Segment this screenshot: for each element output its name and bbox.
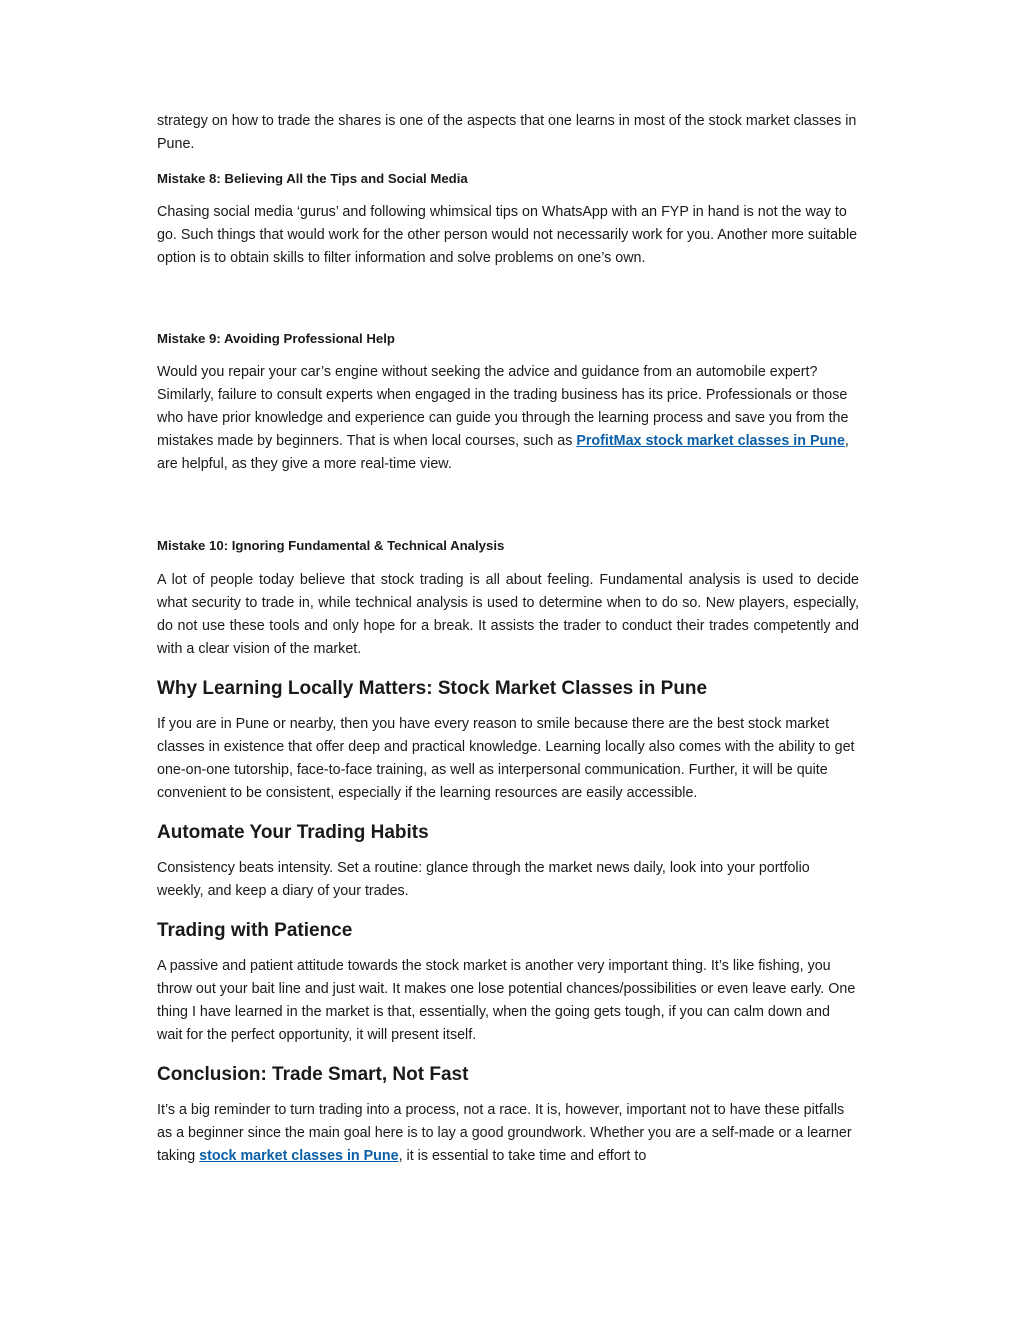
automate-heading: Automate Your Trading Habits (157, 822, 429, 843)
mistake-9-text-after: , are helpful, as they give a more real-time view. (157, 433, 849, 472)
patience-paragraph: A passive and patient attitude towards the stock market is another very important thing. It’s like fishing, you throw out your bait line and just wait. It makes one lose potential chances/possibilities or even leave early. One thing I have learned in the market is that, essentially, when the going gets tough, if you can calm down and wait for the perfect opportunity, it will present itself. (157, 958, 856, 1043)
conclusion-heading: Conclusion: Trade Smart, Not Fast (157, 1064, 469, 1085)
mistake-8-paragraph: Chasing social media ‘gurus’ and following whimsical tips on WhatsApp with an FYP in hand is not the way to go. Such things that would work for the other person would not necessarily work for you. Another more suitable option is to obtain skills to filter information and solve problems on one’s own. (157, 204, 858, 266)
mistake-10-heading: Mistake 10: Ignoring Fundamental & Technical Analysis (157, 538, 505, 553)
stock-market-classes-link[interactable]: stock market classes in Pune (199, 1148, 399, 1164)
mistake-9-text-before: Would you repair your car’s engine without seeking the advice and guidance from an automobile expert? Similarly, failure to consult experts when engaged in the trading business has its price. Professionals or those who have prior knowledge and experience can guide you through the learning process and save you from the mistakes made by beginners. That is when local courses, such as (157, 364, 849, 449)
mistake-9-paragraph (157, 361, 859, 476)
why-local-paragraph: If you are in Pune or nearby, then you have every reason to smile because there are the best stock market classes in existence that offer deep and practical knowledge. Learning locally also comes with the ability to get one-on-one tutorship, face-to-face training, as well as interpersonal communication. Further, it will be quite convenient to be consistent, especially if the learning resources are easily accessible. (157, 716, 855, 801)
mistake-10-paragraph: A lot of people today believe that stock trading is all about feeling. Fundamental analysis is used to decide what security to trade in, while technical analysis is used to determine when to do so. New players, especially, do not use these tools and only hope for a break. It assists the trader to conduct their trades competently and with a clear vision of the market. (157, 572, 859, 657)
conclusion-text-before: It’s a big reminder to turn trading into a process, not a race. It is, however, important not to have these pitfalls as a beginner since the main goal here is to lay a good groundwork. Whether you are a self-made or a learner taking (157, 1102, 852, 1164)
document-page (157, 110, 859, 1168)
automate-paragraph: Consistency beats intensity. Set a routine: glance through the market news daily, look into your portfolio weekly, and keep a diary of your trades. (157, 860, 810, 899)
mistake-9-heading: Mistake 9: Avoiding Professional Help (157, 331, 395, 346)
conclusion-paragraph (157, 1099, 859, 1168)
why-local-heading: Why Learning Locally Matters: Stock Market Classes in Pune (157, 678, 708, 699)
intro-paragraph: strategy on how to trade the shares is one of the aspects that one learns in most of the stock market classes in Pune. (157, 113, 857, 152)
profitmax-classes-link[interactable]: ProfitMax stock market classes in Pune (576, 433, 845, 449)
mistake-8-heading: Mistake 8: Believing All the Tips and Social Media (157, 171, 468, 186)
conclusion-text-after: , it is essential to take time and effort to (398, 1148, 647, 1164)
patience-heading: Trading with Patience (157, 920, 353, 941)
